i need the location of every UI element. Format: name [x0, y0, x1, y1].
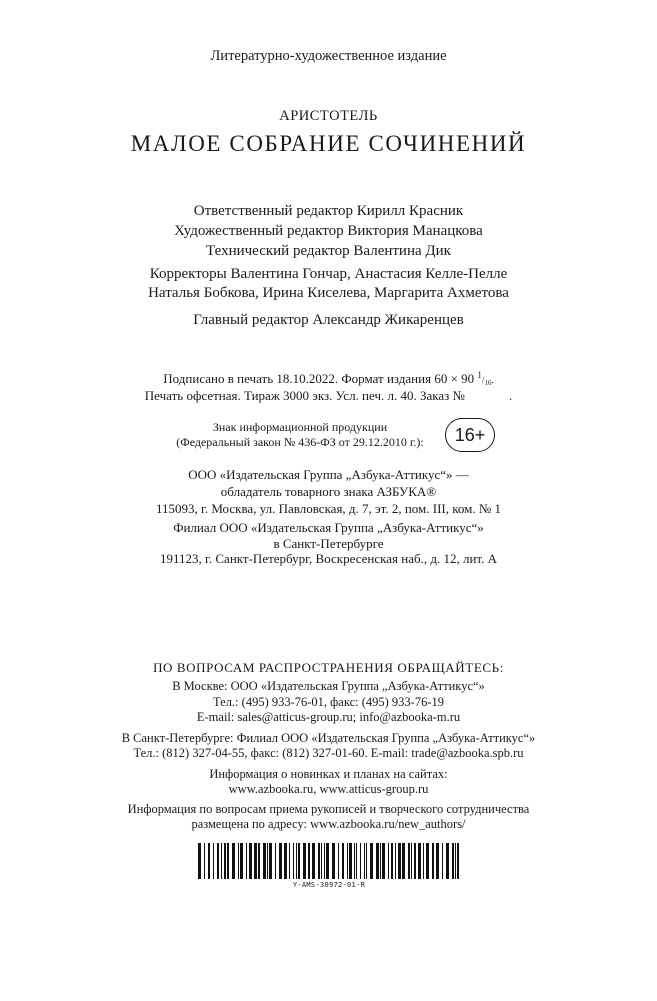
- barcode-bar: [267, 843, 268, 879]
- barcode-bar: [246, 843, 247, 879]
- spb-contacts: Тел.: (812) 327-04-55, факс: (812) 327-01-60. E-mail: trade@azbooka.spb.ru: [133, 746, 524, 760]
- barcode-bar: [263, 843, 266, 879]
- branch-address: 191123, г. Санкт-Петербург, Воскресенская наб., д. 12, лит. А: [160, 551, 497, 566]
- barcode-bar: [411, 843, 412, 879]
- barcode-bar: [303, 843, 306, 879]
- barcode-bar: [356, 843, 357, 879]
- barcode-bar: [254, 843, 257, 879]
- imprint-print-run: Печать офсетная. Тираж 3000 экз. Усл. печ. л. 40. Заказ №: [144, 388, 465, 403]
- publisher-line-2: обладатель товарного знака АЗБУКА®: [220, 484, 437, 499]
- barcode-bar: [269, 843, 272, 879]
- author-name: АРИСТОТЕЛЬ: [279, 108, 378, 124]
- barcode-bar: [388, 843, 389, 879]
- publisher-line-1: ООО «Издательская Группа „Азбука-Аттикус“» —: [188, 467, 469, 482]
- moscow-email: E-mail: sales@atticus-group.ru; info@azbooka-m.ru: [196, 710, 461, 724]
- barcode-bar: [308, 843, 310, 879]
- barcode-bar: [364, 843, 365, 879]
- imprint-signed-format: Подписано в печать 18.10.2022. Формат издания 60 × 90: [163, 371, 475, 386]
- barcode-bar: [258, 843, 260, 879]
- barcode-bar: [408, 843, 410, 879]
- barcode-bar: [227, 843, 229, 879]
- barcode-bar: [380, 843, 381, 879]
- format-fraction: $^1/_{16}$.: [477, 370, 494, 387]
- barcode-code-text: Y-AMS-30972-01-R: [292, 881, 366, 889]
- barcode-bar: [360, 843, 361, 879]
- info-mark-block: [160, 420, 440, 450]
- book-title: МАЛОЕ СОБРАНИЕ СОЧИНЕНИЙ: [130, 131, 527, 156]
- barcode-bar: [204, 843, 205, 879]
- barcode-bar: [208, 843, 210, 879]
- credit-executive-editor: Ответственный редактор Кирилл Красник: [193, 203, 464, 219]
- barcode-bar: [293, 843, 294, 879]
- age-rating-badge: 16+: [445, 418, 495, 452]
- credit-technical-editor: Технический редактор Валентина Дик: [206, 243, 451, 259]
- imprint-order-end: .: [508, 388, 513, 403]
- manuscripts-info: Информация по вопросам приема рукописей и творческого сотрудничества: [127, 802, 530, 816]
- barcode-bar: [240, 843, 243, 879]
- barcode-bar: [217, 843, 219, 879]
- barcode-bar: [279, 843, 282, 879]
- barcode-bar: [338, 843, 339, 879]
- branch-line-1: Филиал ООО «Издательская Группа „Азбука-Аттикус“»: [173, 520, 484, 535]
- barcode-bar: [324, 843, 325, 879]
- barcode: [198, 843, 460, 889]
- edition-type: Литературно-художественное издание: [210, 48, 447, 64]
- barcode-bar: [452, 843, 454, 879]
- barcode-bar: [347, 843, 348, 879]
- publisher-address: 115093, г. Москва, ул. Павловская, д. 7, эт. 2, пом. III, ком. № 1: [155, 501, 502, 516]
- barcode-bar: [457, 843, 459, 879]
- barcode-bar: [382, 843, 385, 879]
- barcode-bar: [342, 843, 344, 879]
- imprint-line-1: [0, 370, 657, 387]
- barcode-bar: [318, 843, 320, 879]
- branch-line-2: в Санкт-Петербурге: [273, 536, 384, 551]
- barcode-bar: [436, 843, 439, 879]
- credit-art-editor: Художественный редактор Виктория Манацкова: [174, 223, 483, 239]
- barcode-bar: [366, 843, 367, 879]
- barcode-bar: [332, 843, 335, 879]
- format-numerator: 1: [477, 370, 482, 380]
- distribution-heading: ПО ВОПРОСАМ РАСПРОСТРАНЕНИЯ ОБРАЩАЙТЕСЬ:: [153, 660, 504, 675]
- credit-chief-editor: Главный редактор Александр Жикаренцев: [193, 312, 464, 328]
- barcode-bar: [289, 843, 290, 879]
- barcode-bar: [426, 843, 429, 879]
- barcode-bars: [198, 843, 460, 879]
- barcode-bar: [249, 843, 252, 879]
- barcode-bar: [326, 843, 329, 879]
- format-denominator: 16: [484, 379, 492, 387]
- news-info: Информация о новинках и планах на сайтах:: [209, 767, 448, 781]
- info-mark-law: (Федеральный закон № 436-ФЗ от 29.12.2010 г.):: [176, 435, 424, 449]
- barcode-bar: [376, 843, 379, 879]
- barcode-bar: [423, 843, 424, 879]
- credit-proofreaders: Корректоры Валентина Гончар, Анастасия Келле-Пелле: [149, 266, 508, 282]
- news-sites: www.azbooka.ru, www.atticus-group.ru: [228, 782, 429, 796]
- barcode-bar: [321, 843, 322, 879]
- manuscripts-url: размещена по адресу: www.azbooka.ru/new_authors/: [191, 817, 466, 831]
- barcode-bar: [232, 843, 235, 879]
- barcode-bar: [395, 843, 396, 879]
- barcode-bar: [398, 843, 401, 879]
- barcode-bar: [370, 843, 373, 879]
- barcode-bar: [238, 843, 239, 879]
- imprint-line-2: [0, 388, 657, 404]
- barcode-bar: [391, 843, 393, 879]
- spb-line-1: В Санкт-Петербурге: Филиал ООО «Издательская Группа „Азбука-Аттикус“»: [121, 731, 536, 745]
- barcode-bar: [455, 843, 456, 879]
- barcode-bar: [224, 843, 226, 879]
- barcode-bar: [446, 843, 449, 879]
- info-mark-label: Знак информационной продукции: [212, 420, 388, 434]
- barcode-bar: [296, 843, 297, 879]
- barcode-bar: [213, 843, 214, 879]
- barcode-bar: [198, 843, 201, 879]
- credit-proofreaders-cont: Наталья Бобкова, Ирина Киселева, Маргарита Ахметова: [148, 285, 509, 301]
- barcode-bar: [349, 843, 352, 879]
- barcode-bar: [442, 843, 443, 879]
- barcode-bar: [402, 843, 405, 879]
- moscow-phone: Тел.: (495) 933-76-01, факс: (495) 933-76-19: [212, 695, 445, 709]
- barcode-bar: [354, 843, 355, 879]
- barcode-bar: [275, 843, 276, 879]
- moscow-line-1: В Москве: ООО «Издательская Группа „Азбука-Аттикус“»: [172, 679, 485, 693]
- barcode-bar: [418, 843, 421, 879]
- barcode-bar: [298, 843, 300, 879]
- barcode-bar: [312, 843, 315, 879]
- barcode-bar: [414, 843, 416, 879]
- barcode-bar: [284, 843, 287, 879]
- barcode-bar: [221, 843, 222, 879]
- barcode-bar: [432, 843, 434, 879]
